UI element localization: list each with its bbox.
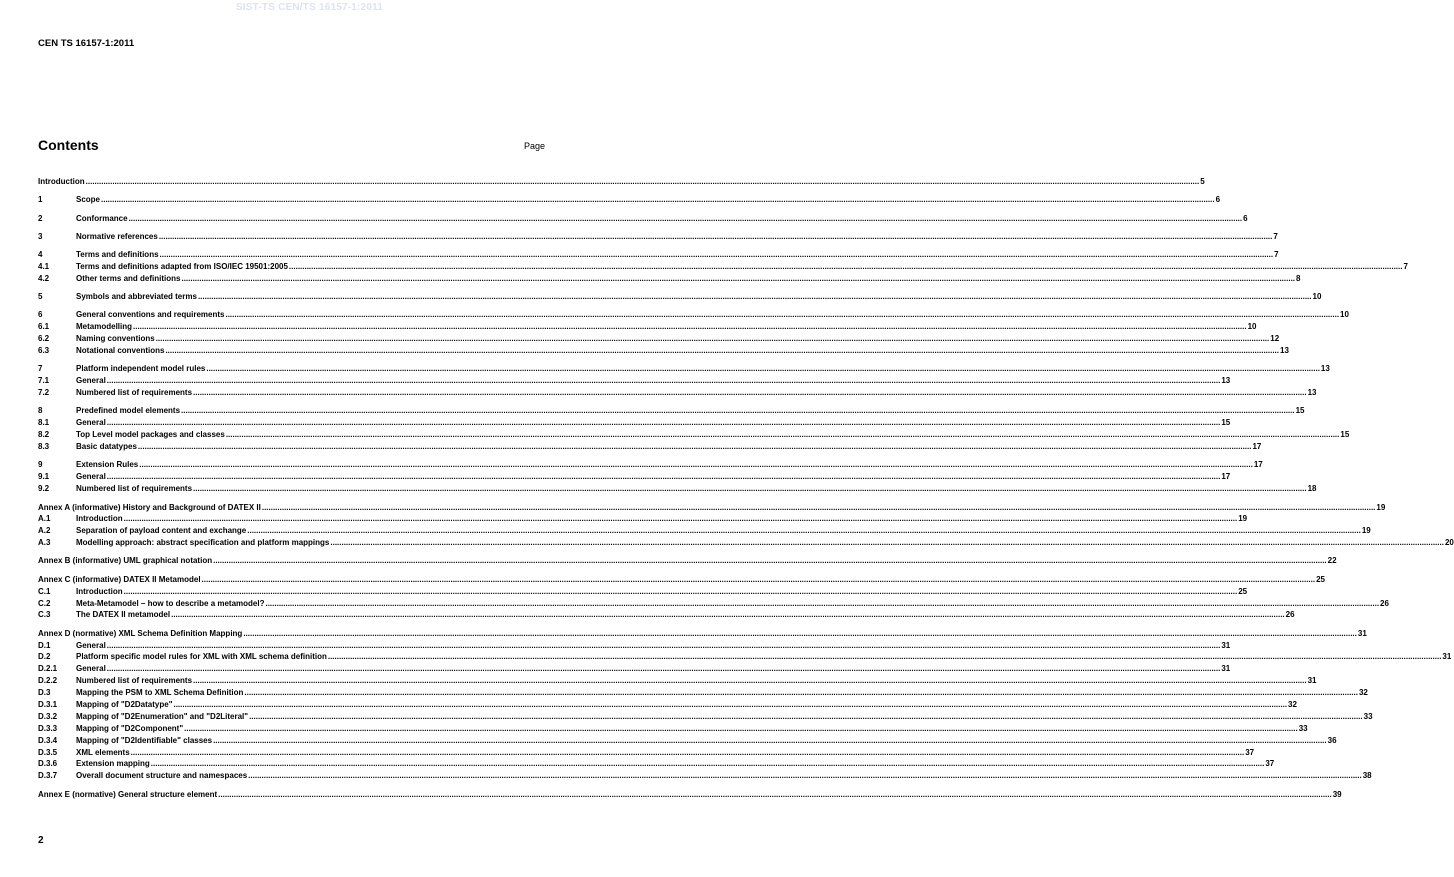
toc-entry-page: 13 [1307, 388, 1317, 398]
toc-dot-leader [124, 513, 1238, 525]
toc-dot-leader [225, 309, 1339, 321]
toc-entry[interactable] [38, 429, 1350, 441]
toc-entry-title: Separation of payload content and exchange [76, 526, 247, 536]
toc-entry-page: 20 [1444, 538, 1454, 548]
toc-dot-leader [107, 640, 1221, 652]
toc-entry-title: Basic datatypes [76, 442, 137, 452]
toc-entry-page: 7 [1274, 250, 1279, 260]
toc-entry-title: Conformance [76, 213, 128, 223]
toc-entry-title: The DATEX II metamodel [76, 610, 171, 620]
toc-entry[interactable] [38, 291, 1322, 303]
toc-entry-title: Modelling approach: abstract specification and platform mappings [76, 538, 330, 548]
toc-entry-title: Annex B (informative) UML graphical notation [38, 556, 213, 566]
toc-entry-number: A.1 [38, 514, 51, 524]
toc-entry-page: 39 [1332, 789, 1342, 799]
toc-entry-title: Annex E (normative) General structure element [38, 789, 218, 799]
toc-entry-page: 13 [1320, 364, 1330, 374]
toc-entry[interactable] [38, 525, 1371, 537]
toc-entry-page: 25 [1316, 574, 1326, 584]
toc-entry-page: 13 [1221, 376, 1231, 386]
toc-entry-page: 31 [1307, 676, 1317, 686]
toc-entry-title: Numbered list of requirements [76, 484, 193, 494]
toc-entry[interactable] [38, 586, 1248, 598]
toc-entry[interactable] [38, 651, 1452, 663]
toc-entry-title: Notational conventions [76, 346, 165, 356]
toc-entry-title: Top Level model packages and classes [76, 430, 225, 440]
toc-dot-leader [213, 735, 1327, 747]
toc-entry-number: 4.1 [38, 262, 50, 272]
toc-entry-title: Other terms and definitions [76, 273, 181, 283]
toc-entry-number: 4 [38, 250, 43, 260]
toc-dot-leader [138, 441, 1252, 453]
toc-entry-title: Normative references [76, 231, 158, 241]
toc-entry-number: D.3.5 [38, 747, 58, 757]
toc-entry[interactable] [38, 194, 1221, 206]
toc-entry[interactable] [38, 723, 1308, 735]
toc-entry[interactable] [38, 687, 1368, 699]
toc-dot-leader [193, 675, 1307, 687]
toc-entry-page: 32 [1358, 688, 1368, 698]
toc-entry-number: 8.2 [38, 430, 50, 440]
toc-entry-number: 6.3 [38, 346, 50, 356]
toc-dot-leader [330, 537, 1444, 549]
toc-entry-number: D.3.2 [38, 711, 58, 721]
toc-entry-title: Numbered list of requirements [76, 676, 193, 686]
toc-dot-leader [265, 598, 1379, 610]
toc-dot-leader [226, 429, 1340, 441]
toc-entry-page: 26 [1380, 598, 1389, 608]
toc-entry-number: 7 [38, 364, 43, 374]
toc-entry-number: D.2.2 [38, 676, 58, 686]
toc-entry-number: A.3 [38, 538, 51, 548]
toc-entry[interactable] [38, 747, 1255, 759]
toc-entry[interactable] [38, 699, 1297, 711]
toc-entry[interactable] [38, 309, 1349, 321]
toc-entry-title: Terms and definitions [76, 250, 159, 260]
toc-dot-leader [124, 586, 1238, 598]
toc-entry-number: D.3.1 [38, 700, 58, 710]
toc-entry-page: 10 [1340, 310, 1349, 320]
toc-dot-leader [248, 770, 1362, 782]
toc-entry-number: 6 [38, 310, 43, 320]
toc-entry-title: Meta-Metamodel – how to describe a metamodel? [76, 598, 265, 608]
toc-entry-title: General [76, 664, 106, 674]
toc-dot-leader [193, 387, 1307, 399]
toc-dot-leader [249, 711, 1363, 723]
toc-entry-title: Scope [76, 195, 101, 205]
toc-entry-page: 6 [1243, 213, 1248, 223]
toc-entry[interactable] [38, 261, 1408, 273]
toc-dot-leader [107, 375, 1221, 387]
toc-entry-page: 17 [1252, 442, 1262, 452]
toc-dot-leader [202, 574, 1316, 586]
toc-entry[interactable] [38, 375, 1231, 387]
toc-entry-page: 15 [1295, 406, 1305, 416]
toc-entry-title: Terms and definitions adapted from ISO/IEC 19501:2005 [76, 262, 288, 272]
toc-entry-title: Mapping of "D2Identifiable" classes [76, 735, 213, 745]
toc-entry-page: 33 [1363, 711, 1373, 721]
toc-dot-leader [206, 363, 1320, 375]
toc-dot-leader [131, 747, 1245, 759]
toc-entry-title: Extension mapping [76, 759, 150, 769]
toc-entry-number: 6.1 [38, 322, 50, 332]
toc-entry-title: Introduction [76, 586, 123, 596]
toc-entry-title: General conventions and requirements [76, 310, 225, 320]
page-number: 2 [38, 835, 44, 846]
toc-entry-page: 25 [1238, 586, 1248, 596]
toc-entry[interactable] [38, 231, 1278, 243]
toc-entry-page: 22 [1327, 556, 1337, 566]
toc-entry-number: C.1 [38, 586, 51, 596]
toc-entry-page: 7 [1403, 262, 1408, 272]
toc-dot-leader [151, 758, 1265, 770]
toc-entry-title: Annex C (informative) DATEX II Metamodel [38, 574, 201, 584]
toc-entry-number: 9.2 [38, 484, 50, 494]
toc-entry[interactable] [38, 537, 1454, 549]
toc-dot-leader [107, 471, 1221, 483]
toc-entry-page: 33 [1298, 723, 1308, 733]
toc-entry-number: C.2 [38, 598, 51, 608]
toc-entry-number: 4.2 [38, 273, 50, 283]
toc-entry[interactable] [38, 459, 1263, 471]
toc-entry-page: 15 [1221, 418, 1231, 428]
toc-entry-number: 6.2 [38, 334, 50, 344]
toc-entry[interactable] [38, 249, 1279, 261]
toc-dot-leader [101, 194, 1215, 206]
toc-entry-number: C.3 [38, 610, 51, 620]
toc-entry-page: 6 [1215, 195, 1221, 205]
toc-entry-number: 3 [38, 231, 43, 241]
toc-entry-title: Overall document structure and namespaces [76, 771, 248, 781]
toc-entry-number: 9 [38, 460, 43, 470]
toc-entry[interactable] [38, 321, 1257, 333]
toc-dot-leader [139, 459, 1253, 471]
toc-entry-number: 7.1 [38, 376, 50, 386]
toc-entry-page: 15 [1340, 430, 1350, 440]
toc-entry-number: 9.1 [38, 472, 50, 482]
toc-entry-page: 12 [1270, 334, 1280, 344]
toc-entry-page: 8 [1296, 273, 1301, 283]
toc-entry-page: 10 [1247, 322, 1257, 332]
contents-title: Contents [38, 137, 99, 153]
toc-entry[interactable] [38, 598, 1389, 610]
toc-entry-page: 31 [1221, 664, 1231, 674]
toc-entry-page: 37 [1265, 759, 1275, 769]
toc-entry-number: D.2.1 [38, 664, 58, 674]
toc-entry[interactable] [38, 663, 1231, 675]
toc-entry-title: Introduction [76, 514, 123, 524]
toc-dot-leader [243, 628, 1357, 640]
toc-entry-number: 1 [38, 195, 43, 205]
toc-entry-page: 7 [1273, 231, 1278, 241]
toc-entry-page: 32 [1288, 700, 1297, 710]
toc-dot-leader [198, 291, 1312, 303]
toc-entry[interactable] [38, 333, 1280, 345]
toc-entry-title: Predefined model elements [76, 406, 181, 416]
toc-entry-title: Annex D (normative) XML Schema Definition Mapping [38, 628, 243, 638]
toc-entry[interactable] [38, 471, 1231, 483]
toc-entry-title: General [76, 418, 106, 428]
toc-entry-number: D.3.6 [38, 759, 58, 769]
toc-entry[interactable] [38, 574, 1326, 586]
toc-entry[interactable] [38, 640, 1231, 652]
toc-entry-page: 10 [1312, 292, 1322, 302]
toc-entry-title: General [76, 472, 106, 482]
toc-dot-leader [129, 213, 1243, 225]
toc-dot-leader [160, 249, 1274, 261]
toc-entry-page: 5 [1200, 177, 1205, 186]
toc-dot-leader [156, 333, 1270, 345]
toc-entry-number: 8 [38, 406, 43, 416]
toc-entry-title: Mapping of "D2Component" [76, 723, 184, 733]
toc-entry-number: D.3 [38, 688, 51, 698]
toc-entry-page: 31 [1221, 640, 1231, 650]
toc-entry-title: Mapping the PSM to XML Schema Definition [76, 688, 244, 698]
toc-entry-title: General [76, 640, 106, 650]
page-column-label: Page [523, 141, 545, 151]
toc-dot-leader [181, 405, 1295, 417]
toc-entry-number: 2 [38, 213, 43, 223]
toc-entry-page: 19 [1361, 526, 1371, 536]
toc-dot-leader [193, 483, 1307, 495]
toc-entry[interactable] [38, 758, 1275, 770]
toc-entry[interactable] [38, 273, 1301, 285]
toc-entry[interactable] [38, 735, 1337, 747]
toc-entry-title: Naming conventions [76, 334, 155, 344]
toc-entry-page: 26 [1285, 610, 1295, 620]
toc-dot-leader [213, 555, 1327, 567]
toc-entry-number: D.3.7 [38, 771, 58, 781]
toc-entry-title: Numbered list of requirements [76, 388, 193, 398]
toc-entry[interactable] [38, 555, 1337, 567]
toc-entry-title: Metamodelling [76, 322, 133, 332]
toc-entry-title: Mapping of "D2Enumeration" and "D2Literal" [76, 711, 249, 721]
toc-dot-leader [159, 231, 1273, 243]
toc-entry-number: A.2 [38, 526, 51, 536]
toc-dot-leader [328, 651, 1442, 663]
toc-dot-leader [107, 663, 1221, 675]
toc-entry[interactable] [38, 789, 1342, 801]
toc-dot-leader [247, 525, 1361, 537]
toc-dot-leader [173, 699, 1287, 711]
toc-entry-number: D.3.3 [38, 723, 58, 733]
toc-entry-number: 8.3 [38, 442, 50, 452]
toc-dot-leader [244, 687, 1358, 699]
toc-entry-page: 38 [1362, 771, 1372, 781]
toc-entry-title: Extension Rules [76, 460, 139, 470]
toc-entry-title: Platform independent model rules [76, 364, 206, 374]
toc-entry-page: 13 [1280, 346, 1289, 356]
toc-entry-title: General [76, 376, 106, 386]
toc-entry[interactable] [38, 363, 1330, 375]
toc-entry[interactable] [38, 609, 1295, 621]
watermark: SIST-TS CEN/TS 16157-1:2011 [235, 2, 384, 13]
toc-entry[interactable] [38, 628, 1367, 640]
toc-entry-page: 37 [1245, 747, 1255, 757]
toc-dot-leader [107, 417, 1221, 429]
toc-entry-page: 31 [1357, 628, 1367, 638]
toc-dot-leader [289, 261, 1403, 273]
toc-entry[interactable] [38, 345, 1289, 357]
toc-entry-number: D.1 [38, 640, 51, 650]
toc-entry-number: 8.1 [38, 418, 50, 428]
toc-entry-page: 18 [1307, 484, 1317, 494]
toc-entry-page: 36 [1327, 735, 1337, 745]
toc-dot-leader [86, 176, 1200, 188]
toc-entry[interactable] [38, 387, 1317, 399]
toc-dot-leader [262, 502, 1376, 514]
toc-entry-title: Mapping of "D2Datatype" [76, 700, 173, 710]
toc-entry-title: Annex A (informative) History and Background of DATEX II [38, 502, 261, 512]
toc-dot-leader [218, 789, 1332, 801]
toc-entry-page: 17 [1221, 472, 1231, 482]
toc-entry-number: 7.2 [38, 388, 50, 398]
toc-dot-leader [165, 345, 1279, 357]
toc-entry[interactable] [38, 711, 1373, 723]
toc-entry[interactable] [38, 176, 1205, 188]
toc-entry-title: XML elements [76, 747, 130, 757]
toc-entry[interactable] [38, 513, 1248, 525]
toc-entry-number: D.3.4 [38, 735, 58, 745]
toc-entry-number: 5 [38, 292, 43, 302]
toc-entry-page: 17 [1253, 460, 1263, 470]
toc-entry[interactable] [38, 405, 1305, 417]
toc-entry[interactable] [38, 441, 1262, 453]
toc-entry[interactable] [38, 213, 1248, 225]
toc-entry-title: Platform specific model rules for XML with XML schema definition [76, 652, 327, 662]
toc-entry[interactable] [38, 502, 1386, 514]
toc-dot-leader [133, 321, 1247, 333]
toc-dot-leader [184, 723, 1298, 735]
toc-entry[interactable] [38, 675, 1317, 687]
toc-entry[interactable] [38, 417, 1231, 429]
table-of-contents [38, 176, 1454, 801]
toc-entry-title: Symbols and abbreviated terms [76, 292, 197, 302]
toc-dot-leader [181, 273, 1295, 285]
document-id: CEN TS 16157-1:2011 [38, 38, 135, 49]
toc-entry-page: 31 [1442, 652, 1452, 662]
toc-entry-page: 19 [1238, 514, 1248, 524]
toc-entry-title: Introduction [38, 177, 85, 186]
toc-entry-number: D.2 [38, 652, 51, 662]
toc-entry[interactable] [38, 483, 1317, 495]
toc-dot-leader [171, 609, 1285, 621]
toc-entry[interactable] [38, 770, 1372, 782]
toc-entry-page: 19 [1376, 502, 1386, 512]
